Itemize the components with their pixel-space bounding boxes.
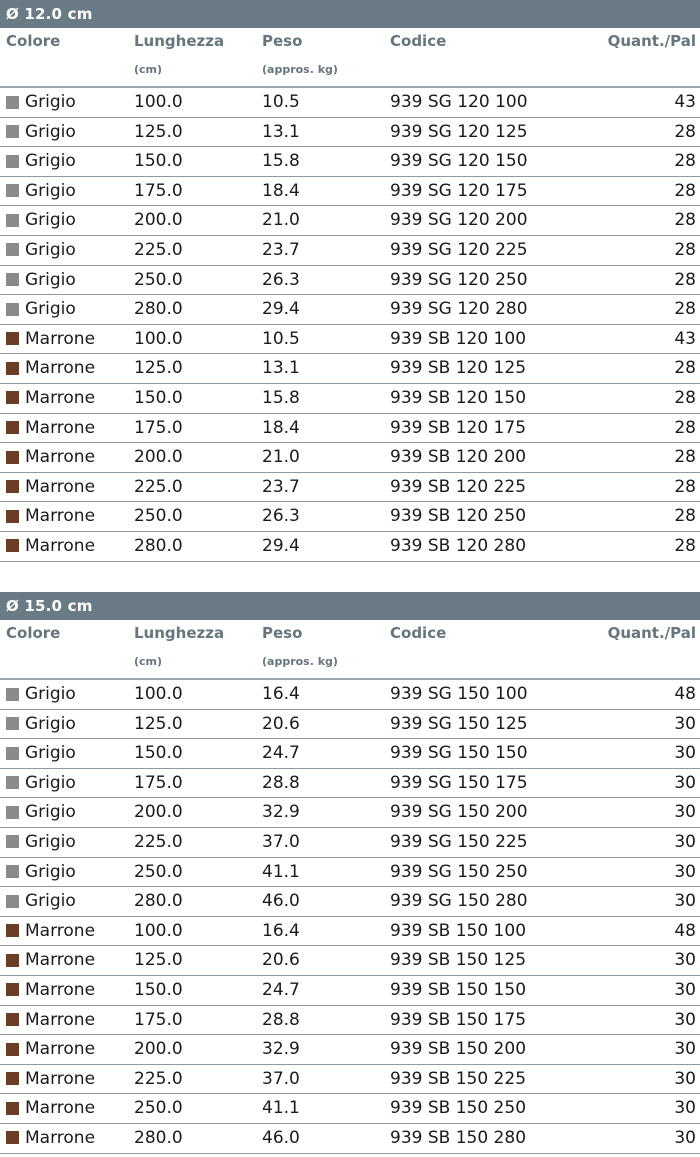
cell-lunghezza: 175.0	[134, 1009, 183, 1030]
color-swatch-icon	[6, 1013, 19, 1026]
cell-quant: 28	[674, 535, 696, 556]
cell-colore	[6, 384, 95, 412]
cell-lunghezza: 150.0	[134, 743, 183, 764]
cell-peso: 32.9	[262, 1039, 300, 1060]
cell-quant: 28	[674, 476, 696, 497]
cell-lunghezza: 280.0	[134, 1127, 183, 1148]
table-row	[0, 147, 700, 177]
table-row	[0, 88, 700, 118]
cell-colore	[6, 88, 76, 116]
color-label: Grigio	[25, 713, 76, 734]
color-swatch-icon	[6, 539, 19, 552]
col-header-codice: Codice	[390, 32, 447, 50]
cell-codice: 939 SB 120 150	[390, 387, 527, 408]
color-swatch-icon	[6, 184, 19, 197]
cell-colore	[6, 325, 95, 353]
cell-lunghezza: 280.0	[134, 299, 183, 320]
cell-codice: 939 SB 150 250	[390, 1098, 527, 1119]
cell-lunghezza: 175.0	[134, 772, 183, 793]
cell-peso: 20.6	[262, 713, 300, 734]
color-swatch-icon	[6, 835, 19, 848]
cell-lunghezza: 250.0	[134, 861, 183, 882]
table-row	[0, 384, 700, 414]
cell-quant: 30	[674, 772, 696, 793]
cell-peso: 26.3	[262, 269, 300, 290]
color-label: Marrone	[25, 417, 96, 438]
cell-codice: 939 SG 120 125	[390, 121, 528, 142]
table-row	[0, 739, 700, 769]
color-swatch-icon	[6, 421, 19, 434]
cell-quant: 28	[674, 121, 696, 142]
cell-lunghezza: 100.0	[134, 92, 183, 112]
cell-quant: 30	[674, 1127, 696, 1148]
color-label: Grigio	[25, 891, 76, 912]
cell-codice: 939 SG 150 175	[390, 772, 528, 793]
color-label: Marrone	[25, 979, 96, 1000]
color-swatch-icon	[6, 510, 19, 523]
cell-lunghezza: 200.0	[134, 1039, 183, 1060]
color-swatch-icon	[6, 273, 19, 286]
color-swatch-icon	[6, 806, 19, 819]
color-label: Grigio	[25, 831, 76, 852]
cell-lunghezza: 225.0	[134, 1068, 183, 1089]
cell-lunghezza: 250.0	[134, 269, 183, 290]
cell-codice: 939 SG 150 280	[390, 891, 528, 912]
color-swatch-icon	[6, 954, 19, 967]
cell-colore	[6, 502, 95, 530]
table-row	[0, 1035, 700, 1065]
col-header-quant: Quant./Pal	[607, 624, 696, 642]
cell-peso: 10.5	[262, 92, 300, 112]
cell-quant: 30	[674, 1068, 696, 1089]
table-row	[0, 236, 700, 266]
color-swatch-icon	[6, 717, 19, 730]
color-swatch-icon	[6, 1131, 19, 1144]
section-title: Ø 15.0 cm	[0, 592, 700, 620]
cell-lunghezza: 280.0	[134, 891, 183, 912]
cell-colore	[6, 532, 95, 560]
cell-peso: 28.8	[262, 1009, 300, 1030]
color-label: Marrone	[25, 1098, 96, 1119]
color-swatch-icon	[6, 243, 19, 256]
color-label: Marrone	[25, 1068, 96, 1089]
cell-codice: 939 SG 150 250	[390, 861, 528, 882]
cell-lunghezza: 125.0	[134, 358, 183, 379]
table-row	[0, 976, 700, 1006]
cell-colore	[6, 118, 76, 146]
cell-colore	[6, 414, 95, 442]
cell-codice: 939 SG 120 225	[390, 239, 528, 260]
col-header-quant: Quant./Pal	[607, 32, 696, 50]
cell-lunghezza: 150.0	[134, 979, 183, 1000]
color-label: Marrone	[25, 387, 96, 408]
cell-quant: 30	[674, 891, 696, 912]
cell-quant: 43	[674, 328, 696, 349]
cell-colore	[6, 443, 95, 471]
cell-codice: 939 SG 120 250	[390, 269, 528, 290]
col-header-colore: Colore	[6, 624, 61, 642]
cell-peso: 16.4	[262, 684, 300, 704]
cell-lunghezza: 200.0	[134, 210, 183, 231]
cell-colore	[6, 1124, 95, 1152]
color-swatch-icon	[6, 125, 19, 138]
color-label: Marrone	[25, 506, 96, 527]
table-row	[0, 443, 700, 473]
cell-quant: 30	[674, 743, 696, 764]
cell-colore	[6, 1035, 95, 1063]
cell-quant: 30	[674, 950, 696, 971]
color-swatch-icon	[6, 480, 19, 493]
cell-colore	[6, 769, 76, 797]
color-swatch-icon	[6, 96, 19, 109]
cell-codice: 939 SB 120 175	[390, 417, 527, 438]
cell-peso: 29.4	[262, 535, 300, 556]
cell-lunghezza: 100.0	[134, 684, 183, 704]
cell-peso: 29.4	[262, 299, 300, 320]
cell-colore	[6, 177, 76, 205]
cell-quant: 48	[674, 684, 696, 704]
color-swatch-icon	[6, 391, 19, 404]
cell-colore	[6, 976, 95, 1004]
cell-lunghezza: 250.0	[134, 506, 183, 527]
color-swatch-icon	[6, 1072, 19, 1085]
color-swatch-icon	[6, 332, 19, 345]
color-swatch-icon	[6, 924, 19, 937]
cell-codice: 939 SG 150 225	[390, 831, 528, 852]
cell-peso: 23.7	[262, 239, 300, 260]
col-unit-lunghezza: (cm)	[134, 655, 163, 668]
cell-colore	[6, 739, 76, 767]
cell-codice: 939 SB 120 100	[390, 328, 527, 349]
color-label: Grigio	[25, 121, 76, 142]
cell-peso: 21.0	[262, 447, 300, 468]
color-label: Marrone	[25, 950, 96, 971]
color-swatch-icon	[6, 747, 19, 760]
cell-colore	[6, 887, 76, 915]
col-unit-peso: (appros. kg)	[262, 63, 338, 76]
cell-quant: 48	[674, 920, 696, 941]
cell-peso: 15.8	[262, 151, 300, 172]
color-label: Grigio	[25, 861, 76, 882]
color-swatch-icon	[6, 983, 19, 996]
cell-lunghezza: 200.0	[134, 447, 183, 468]
color-swatch-icon	[6, 688, 19, 701]
table-row	[0, 177, 700, 207]
section-diameter-15	[0, 592, 700, 1154]
col-header-peso: Peso	[262, 32, 303, 50]
table-row	[0, 532, 700, 562]
cell-peso: 28.8	[262, 772, 300, 793]
cell-codice: 939 SG 120 200	[390, 210, 528, 231]
color-swatch-icon	[6, 1102, 19, 1115]
cell-lunghezza: 100.0	[134, 920, 183, 941]
cell-lunghezza: 125.0	[134, 713, 183, 734]
cell-codice: 939 SG 150 150	[390, 743, 528, 764]
col-unit-lunghezza: (cm)	[134, 63, 163, 76]
cell-lunghezza: 125.0	[134, 950, 183, 971]
col-header-lunghezza: Lunghezza	[134, 32, 225, 50]
table-row	[0, 710, 700, 740]
cell-quant: 28	[674, 358, 696, 379]
table-row	[0, 266, 700, 296]
cell-codice: 939 SB 120 280	[390, 535, 527, 556]
cell-lunghezza: 225.0	[134, 476, 183, 497]
cell-codice: 939 SB 120 250	[390, 506, 527, 527]
section-title: Ø 12.0 cm	[0, 0, 700, 28]
cell-lunghezza: 150.0	[134, 151, 183, 172]
cell-peso: 46.0	[262, 891, 300, 912]
cell-lunghezza: 200.0	[134, 802, 183, 823]
table-row	[0, 206, 700, 236]
color-label: Marrone	[25, 920, 96, 941]
cell-peso: 21.0	[262, 210, 300, 231]
cell-quant: 28	[674, 447, 696, 468]
cell-lunghezza: 150.0	[134, 387, 183, 408]
cell-lunghezza: 250.0	[134, 1098, 183, 1119]
cell-codice: 939 SG 120 280	[390, 299, 528, 320]
cell-peso: 23.7	[262, 476, 300, 497]
color-label: Grigio	[25, 802, 76, 823]
col-header-colore: Colore	[6, 32, 61, 50]
cell-quant: 30	[674, 1039, 696, 1060]
cell-codice: 939 SB 120 200	[390, 447, 527, 468]
table-header	[0, 620, 700, 680]
cell-lunghezza: 225.0	[134, 831, 183, 852]
cell-lunghezza: 100.0	[134, 328, 183, 349]
table-row	[0, 828, 700, 858]
cell-lunghezza: 175.0	[134, 417, 183, 438]
table-row	[0, 295, 700, 325]
cell-codice: 939 SB 150 150	[390, 979, 527, 1000]
table-row	[0, 414, 700, 444]
cell-quant: 28	[674, 506, 696, 527]
color-label: Grigio	[25, 92, 76, 112]
cell-quant: 28	[674, 210, 696, 231]
color-label: Marrone	[25, 1009, 96, 1030]
cell-colore	[6, 295, 76, 323]
cell-codice: 939 SB 150 100	[390, 920, 527, 941]
table-row	[0, 917, 700, 947]
color-swatch-icon	[6, 362, 19, 375]
cell-codice: 939 SB 150 125	[390, 950, 527, 971]
cell-codice: 939 SB 120 225	[390, 476, 527, 497]
color-label: Grigio	[25, 299, 76, 320]
color-label: Marrone	[25, 328, 96, 349]
cell-peso: 18.4	[262, 417, 300, 438]
color-label: Grigio	[25, 269, 76, 290]
cell-colore	[6, 858, 76, 886]
col-header-codice: Codice	[390, 624, 447, 642]
color-label: Marrone	[25, 1039, 96, 1060]
color-label: Grigio	[25, 239, 76, 260]
cell-peso: 41.1	[262, 1098, 300, 1119]
cell-codice: 939 SG 150 200	[390, 802, 528, 823]
color-swatch-icon	[6, 214, 19, 227]
cell-codice: 939 SG 150 100	[390, 684, 528, 704]
cell-codice: 939 SB 150 280	[390, 1127, 527, 1148]
cell-peso: 20.6	[262, 950, 300, 971]
table-body	[0, 88, 700, 562]
table-body	[0, 680, 700, 1154]
cell-codice: 939 SB 120 125	[390, 358, 527, 379]
cell-peso: 26.3	[262, 506, 300, 527]
cell-quant: 30	[674, 831, 696, 852]
table-row	[0, 118, 700, 148]
table-row	[0, 325, 700, 355]
cell-quant: 30	[674, 802, 696, 823]
cell-peso: 24.7	[262, 743, 300, 764]
cell-peso: 18.4	[262, 180, 300, 201]
cell-lunghezza: 225.0	[134, 239, 183, 260]
color-swatch-icon	[6, 895, 19, 908]
cell-quant: 28	[674, 269, 696, 290]
table-row	[0, 473, 700, 503]
cell-peso: 46.0	[262, 1127, 300, 1148]
color-swatch-icon	[6, 155, 19, 168]
cell-colore	[6, 266, 76, 294]
cell-lunghezza: 280.0	[134, 535, 183, 556]
cell-quant: 28	[674, 180, 696, 201]
cell-quant: 30	[674, 1009, 696, 1030]
cell-codice: 939 SB 150 175	[390, 1009, 527, 1030]
cell-codice: 939 SB 150 225	[390, 1068, 527, 1089]
cell-colore	[6, 206, 76, 234]
cell-quant: 30	[674, 979, 696, 1000]
cell-codice: 939 SB 150 200	[390, 1039, 527, 1060]
color-label: Marrone	[25, 1127, 96, 1148]
cell-colore	[6, 917, 95, 945]
color-label: Marrone	[25, 476, 96, 497]
table-row	[0, 858, 700, 888]
cell-colore	[6, 1006, 95, 1034]
cell-quant: 30	[674, 861, 696, 882]
cell-colore	[6, 828, 76, 856]
color-swatch-icon	[6, 303, 19, 316]
cell-colore	[6, 946, 95, 974]
cell-colore	[6, 1094, 95, 1122]
cell-colore	[6, 1065, 95, 1093]
cell-quant: 28	[674, 387, 696, 408]
cell-lunghezza: 125.0	[134, 121, 183, 142]
cell-peso: 37.0	[262, 831, 300, 852]
cell-peso: 37.0	[262, 1068, 300, 1089]
cell-quant: 30	[674, 713, 696, 734]
cell-lunghezza: 175.0	[134, 180, 183, 201]
col-unit-peso: (appros. kg)	[262, 655, 338, 668]
table-row	[0, 680, 700, 710]
cell-codice: 939 SG 120 175	[390, 180, 528, 201]
cell-colore	[6, 798, 76, 826]
table-row	[0, 354, 700, 384]
cell-quant: 28	[674, 417, 696, 438]
cell-peso: 13.1	[262, 121, 300, 142]
table-row	[0, 1094, 700, 1124]
cell-colore	[6, 236, 76, 264]
cell-peso: 24.7	[262, 979, 300, 1000]
cell-colore	[6, 147, 76, 175]
color-label: Grigio	[25, 210, 76, 231]
table-row	[0, 946, 700, 976]
cell-peso: 16.4	[262, 920, 300, 941]
color-label: Marrone	[25, 535, 96, 556]
cell-peso: 41.1	[262, 861, 300, 882]
cell-quant: 28	[674, 151, 696, 172]
table-row	[0, 1124, 700, 1154]
cell-codice: 939 SG 120 150	[390, 151, 528, 172]
color-swatch-icon	[6, 451, 19, 464]
cell-colore	[6, 473, 95, 501]
color-label: Grigio	[25, 151, 76, 172]
color-label: Grigio	[25, 743, 76, 764]
cell-codice: 939 SG 150 125	[390, 713, 528, 734]
cell-peso: 10.5	[262, 328, 300, 349]
color-swatch-icon	[6, 1043, 19, 1056]
table-row	[0, 798, 700, 828]
table-row	[0, 887, 700, 917]
cell-peso: 32.9	[262, 802, 300, 823]
cell-colore	[6, 680, 76, 708]
cell-colore	[6, 354, 95, 382]
color-swatch-icon	[6, 865, 19, 878]
color-label: Marrone	[25, 447, 96, 468]
table-row	[0, 1006, 700, 1036]
color-label: Grigio	[25, 772, 76, 793]
section-diameter-12	[0, 0, 700, 562]
color-label: Grigio	[25, 684, 76, 704]
cell-colore	[6, 710, 76, 738]
cell-peso: 15.8	[262, 387, 300, 408]
table-row	[0, 502, 700, 532]
cell-codice: 939 SG 120 100	[390, 92, 528, 112]
color-label: Grigio	[25, 180, 76, 201]
color-swatch-icon	[6, 776, 19, 789]
col-header-peso: Peso	[262, 624, 303, 642]
col-header-lunghezza: Lunghezza	[134, 624, 225, 642]
cell-quant: 43	[674, 92, 696, 112]
cell-quant: 28	[674, 299, 696, 320]
table-row	[0, 769, 700, 799]
table-row	[0, 1065, 700, 1095]
cell-quant: 30	[674, 1098, 696, 1119]
cell-peso: 13.1	[262, 358, 300, 379]
color-label: Marrone	[25, 358, 96, 379]
cell-quant: 28	[674, 239, 696, 260]
table-header	[0, 28, 700, 88]
